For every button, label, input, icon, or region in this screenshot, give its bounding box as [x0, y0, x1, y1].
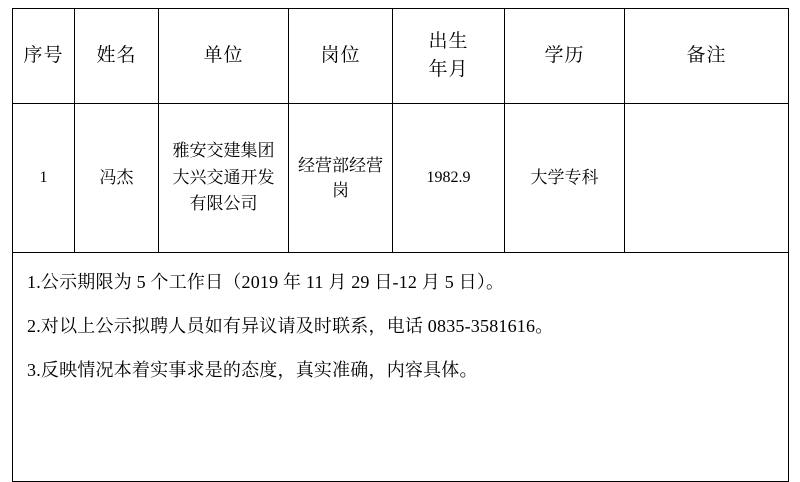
cell-name: 冯杰 [75, 104, 159, 253]
column-header-name: 姓名 [75, 9, 159, 104]
table-notes-row [13, 253, 789, 482]
column-header-birth-line2: 年月 [428, 59, 469, 80]
table-row [13, 104, 789, 253]
cell-unit: 雅安交建集团大兴交通开发有限公司 [159, 104, 289, 253]
cell-birth: 1982.9 [393, 104, 505, 253]
table-header-row [13, 9, 789, 104]
note-line-3: 3.反映情况本着实事求是的态度，真实准确，内容具体。 [27, 360, 478, 380]
note-line-1: 1.公示期限为 5 个工作日（2019 年 11 月 29 日-12 月 5 日）。 [27, 272, 505, 292]
column-header-seq: 序号 [13, 9, 75, 104]
column-header-unit: 单位 [159, 9, 289, 104]
cell-education: 大学专科 [505, 104, 625, 253]
column-header-education: 学历 [505, 9, 625, 104]
column-header-remark: 备注 [625, 9, 789, 104]
announcement-table [12, 8, 789, 482]
column-header-birth-line1: 出生 [428, 31, 469, 53]
column-header-position: 岗位 [289, 9, 393, 104]
notes-cell [13, 253, 789, 482]
note-line-2: 2.对以上公示拟聘人员如有异议请及时联系，电话 0835-3581616。 [27, 316, 554, 336]
cell-position: 经营部经营岗 [289, 104, 393, 253]
cell-seq: 1 [13, 104, 75, 253]
cell-remark [625, 104, 789, 253]
column-header-birth [393, 9, 505, 104]
